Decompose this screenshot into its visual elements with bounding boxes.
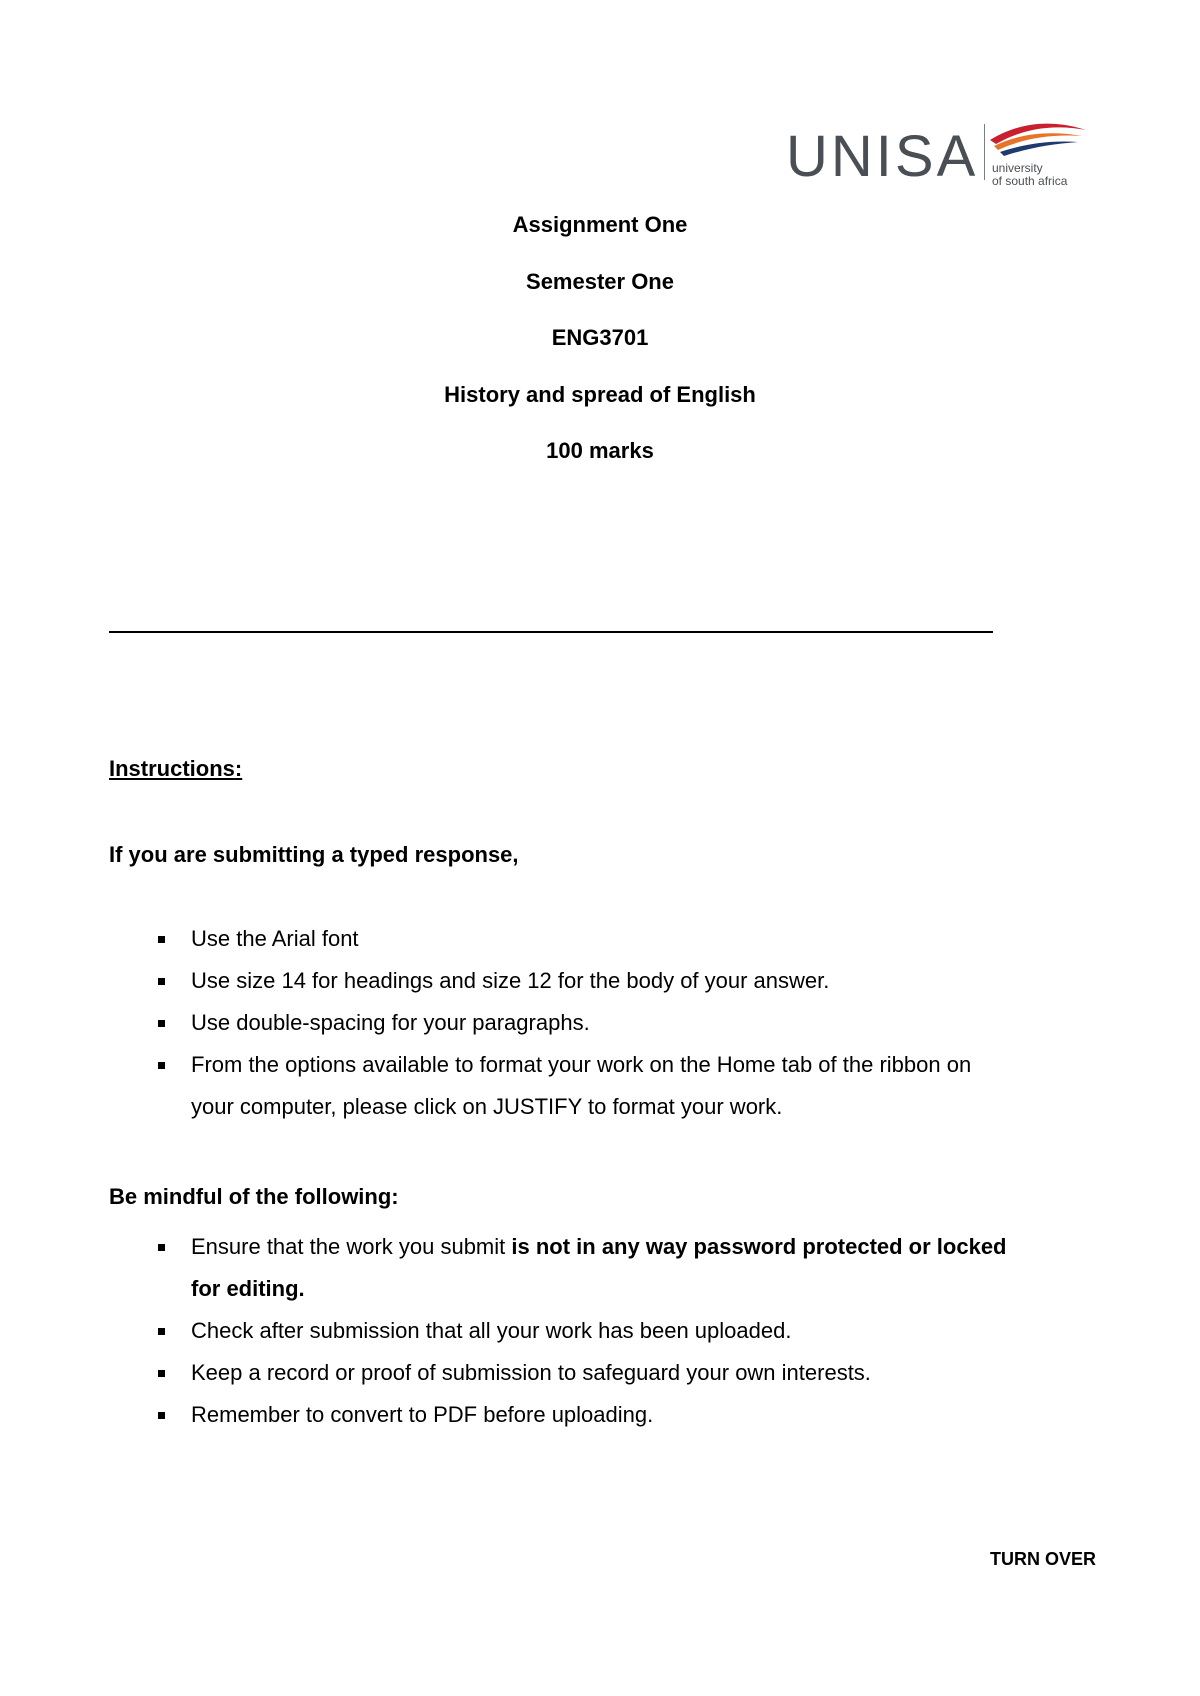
title-block [0,212,1200,495]
semester-line: Semester One [526,268,674,294]
list-item-text: Keep a record or proof of submission to safeguard your own interests. [191,1360,871,1385]
instructions-colon: : [234,756,243,781]
list-item-text: From the options available to format your work on the Home tab of the ribbon on [191,1052,972,1077]
assignment-title: Assignment One [512,212,688,237]
list-item-text: Use double-spacing for your paragraphs. [191,1010,590,1035]
logo-wordmark: UNISA [786,124,979,189]
bullet-icon [158,1412,165,1419]
turn-over-label: TURN OVER [990,1549,1097,1569]
module-name: History and spread of English [444,381,756,407]
logo-subline-1: university [992,161,1043,175]
bullet-icon [158,1328,165,1335]
bullet-icon [158,1244,165,1251]
typed-response-heading: If you are submitting a typed response, [109,842,519,867]
list-item-text: Use the Arial font [191,926,359,951]
bullet-icon [158,1020,165,1027]
list-item-text [191,1226,1007,1268]
logo-subtitle [992,162,1067,188]
list-item-text-bold: for editing. [191,1276,305,1301]
list-item-text-plain: Ensure that the work you submit [191,1234,512,1259]
bullet-icon [158,936,165,943]
instructions-heading-text: Instructions [109,756,235,781]
bullet-icon [158,978,165,985]
list-item-text: Use size 14 for headings and size 12 for the body of your answer. [191,968,830,993]
mindful-heading: Be mindful of the following: [109,1184,399,1209]
unisa-logo [786,120,1086,190]
bullet-icon [158,1370,165,1377]
marks-line: 100 marks [546,438,654,463]
instructions-heading [109,756,242,782]
horizontal-rule [109,631,993,633]
module-code: ENG3701 [551,325,649,350]
bullet-icon [158,1062,165,1069]
list-item-text-bold: is not in any way password protected or locked [511,1234,1007,1259]
logo-subline-2: of south africa [992,174,1068,188]
list-item-text: Check after submission that all your work has been uploaded. [191,1318,792,1343]
list-item-text: your computer, please click on JUSTIFY to format your work. [191,1094,783,1119]
list-item-text: Remember to convert to PDF before uploading. [191,1402,654,1427]
